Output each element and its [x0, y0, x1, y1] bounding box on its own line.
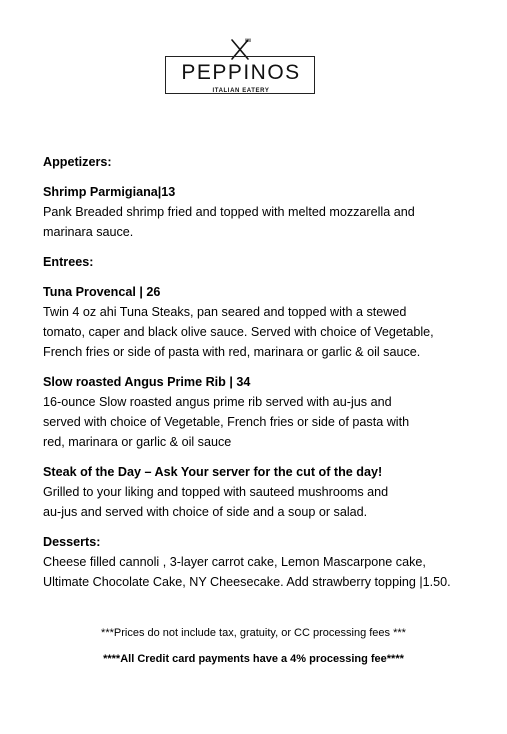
item-description-line: Ultimate Chocolate Cake, NY Cheesecake. Add strawberry topping |1.50. [43, 575, 451, 589]
item-description-line: Cheese filled cannoli , 3-layer carrot cake, Lemon Mascarpone cake, [43, 555, 426, 569]
item-description-line: Pank Breaded shrimp fried and topped with melted mozzarella and [43, 205, 415, 219]
menu-item-tuna-provencal [43, 282, 493, 362]
menu-content [43, 152, 493, 592]
item-title: Tuna Provencal | 26 [43, 285, 161, 299]
item-description-line: tomato, caper and black olive sauce. Served with choice of Vegetable, [43, 325, 434, 339]
prices-disclaimer: ***Prices do not include tax, gratuity, or CC processing fees *** [101, 627, 406, 639]
item-description-line: served with choice of Vegetable, French fries or side of pasta with [43, 415, 410, 429]
logo-tagline: ITALIAN EATERY [212, 88, 270, 94]
item-description-line: marinara sauce. [43, 225, 134, 239]
logo-name: PEPPINOS [181, 61, 301, 84]
appetizers-heading: Appetizers: [43, 155, 112, 169]
item-description-line: 16-ounce Slow roasted angus prime rib served with au-jus and [43, 395, 392, 409]
desserts-list [43, 552, 493, 592]
item-description-line: Grilled to your liking and topped with sauteed mushrooms and [43, 485, 389, 499]
item-title: Steak of the Day – Ask Your server for the cut of the day! [43, 465, 383, 479]
item-title: Shrimp Parmigiana|13 [43, 185, 176, 199]
credit-card-fee-notice: ****All Credit card payments have a 4% processing fee**** [103, 653, 404, 665]
desserts-heading: Desserts: [43, 535, 101, 549]
menu-item-steak-of-the-day [43, 462, 493, 522]
entrees-heading: Entrees: [43, 255, 94, 269]
item-description-line: French fries or side of pasta with red, marinara or garlic & oil sauce. [43, 345, 421, 359]
item-description-line: Twin 4 oz ahi Tuna Steaks, pan seared and topped with a stewed [43, 305, 407, 319]
item-description-line: au-jus and served with choice of side and a soup or salad. [43, 505, 368, 519]
menu-item-prime-rib [43, 372, 493, 452]
item-title: Slow roasted Angus Prime Rib | 34 [43, 375, 251, 389]
peppinos-logo [165, 38, 317, 98]
menu-item-shrimp-parmigiana [43, 182, 493, 242]
item-description-line: red, marinara or garlic & oil sauce [43, 435, 232, 449]
